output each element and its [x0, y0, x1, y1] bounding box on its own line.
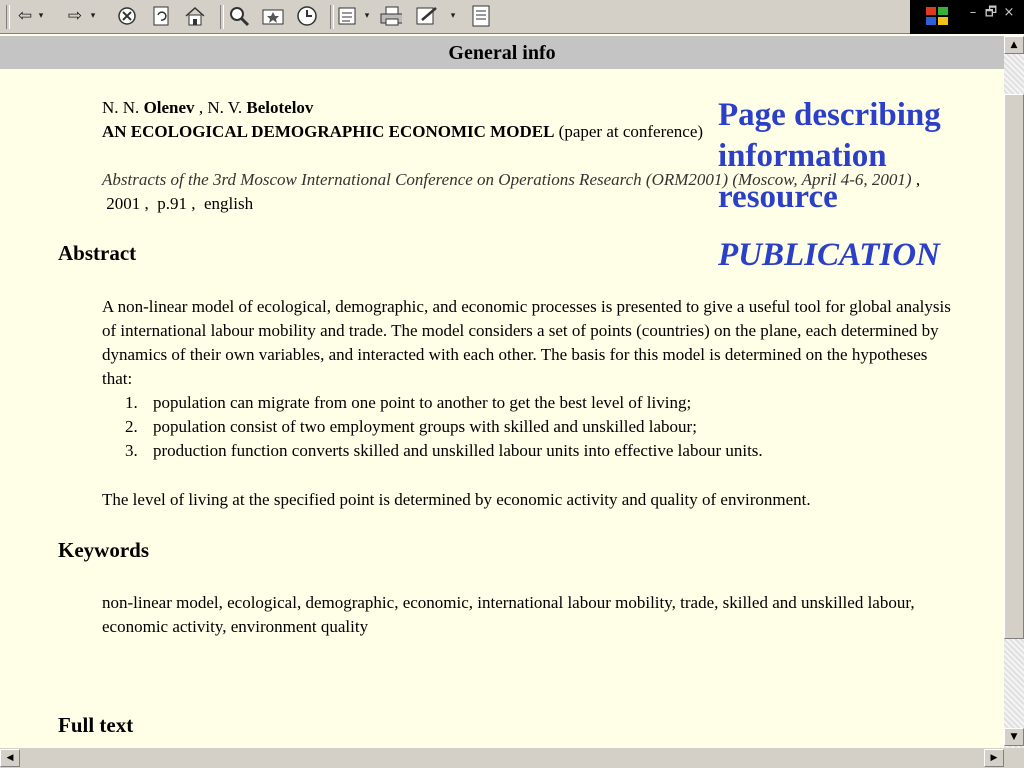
- list-item: 3. production function converts skilled and unskilled labour units into effective labour units.: [125, 441, 763, 460]
- author2-initials: N. V.: [207, 98, 243, 117]
- close-button[interactable]: ×: [1003, 5, 1015, 20]
- mail-dropdown-icon[interactable]: ▾: [364, 11, 370, 21]
- abstract-hypotheses-list: [125, 391, 953, 463]
- mail-icon[interactable]: [338, 4, 360, 28]
- scroll-right-button[interactable]: ▶: [984, 749, 1004, 767]
- toolbar-separator: [330, 5, 334, 29]
- source-name: Abstracts of the 3rd Moscow International Conference on Operations Research (ORM2001) (Moscow, April 4-6, 2001): [102, 170, 912, 189]
- fulltext-heading: Full text: [58, 713, 134, 737]
- abstract-intro: A non-linear model of ecological, demographic, and economic processes is presented to give a useful tool for global analysis of international labour mobility and trade. The model considers a set of points (countries) on the plane, each determined by dynamics of their own variables, and interacted with each other. The basis for this model is determined on the hypotheses that:: [102, 297, 951, 388]
- search-icon[interactable]: [228, 4, 250, 28]
- page-title: General info: [0, 36, 1004, 69]
- list-item: 1. population can migrate from one point to another to get the best level of living;: [125, 393, 692, 412]
- minimize-button[interactable]: –: [969, 5, 977, 20]
- windows-logo-icon: [926, 7, 950, 27]
- toolbar-separator: [6, 5, 10, 29]
- sidebar-description: Page describing information resource: [718, 97, 941, 215]
- edit-dropdown-icon[interactable]: ▾: [450, 11, 456, 21]
- scroll-left-button[interactable]: ◀: [0, 749, 20, 767]
- abstract-heading: Abstract: [58, 241, 137, 265]
- restore-button[interactable]: 🗗: [984, 5, 998, 20]
- publication-title: AN ECOLOGICAL DEMOGRAPHIC ECONOMIC MODEL: [102, 122, 555, 141]
- list-item: 2. population consist of two employment groups with skilled and unskilled labour;: [125, 417, 697, 436]
- author1-initials: N. N.: [102, 98, 140, 117]
- horizontal-scrollbar[interactable]: [0, 748, 1004, 768]
- print-icon[interactable]: [380, 4, 402, 28]
- author-separator: ,: [198, 98, 204, 117]
- discuss-icon[interactable]: [470, 4, 492, 28]
- window-controls: [910, 0, 1024, 34]
- keywords-text: non-linear model, ecological, demographic, economic, international labour mobility, trade, skilled and unskilled labour, economic activity, environment quality: [102, 593, 915, 636]
- keywords-heading: Keywords: [58, 538, 149, 562]
- page-content: [0, 69, 1004, 747]
- toolbar-separator: [220, 5, 224, 29]
- refresh-icon[interactable]: [150, 4, 172, 28]
- favorites-icon[interactable]: [262, 4, 284, 28]
- publication-language: english: [204, 194, 254, 213]
- scrollbar-corner: [1004, 748, 1024, 768]
- citation-source: Abstracts of the 3rd Moscow International Conference on Operations Research (ORM2001) (Moscow, April 4-6, 2001) , 2001 , p.91 , english: [102, 170, 921, 213]
- author2-name[interactable]: Belotelov: [246, 98, 314, 117]
- publication-type: (paper at conference): [558, 122, 704, 141]
- forward-dropdown-icon[interactable]: ▾: [90, 11, 96, 21]
- vertical-scroll-thumb[interactable]: [1004, 94, 1024, 639]
- author1-name[interactable]: Olenev: [143, 98, 195, 117]
- forward-icon[interactable]: ⇨: [67, 6, 83, 26]
- publication-year: 2001: [106, 194, 141, 213]
- citation-authors: [102, 96, 702, 120]
- sidebar-kind: PUBLICATION: [718, 237, 940, 273]
- back-dropdown-icon[interactable]: ▾: [38, 11, 44, 21]
- home-icon[interactable]: [184, 4, 206, 28]
- back-icon[interactable]: ⇦: [17, 6, 33, 26]
- scroll-down-button[interactable]: ▼: [1004, 728, 1024, 746]
- stop-icon[interactable]: [116, 4, 138, 28]
- browser-toolbar: [0, 0, 1024, 34]
- edit-icon[interactable]: [416, 4, 438, 28]
- publication-pages: p.91: [157, 194, 187, 213]
- abstract-conclusion: The level of living at the specified point is determined by economic activity and quality of environment.: [102, 490, 811, 509]
- scroll-up-button[interactable]: ▲: [1004, 36, 1024, 54]
- history-icon[interactable]: [296, 4, 318, 28]
